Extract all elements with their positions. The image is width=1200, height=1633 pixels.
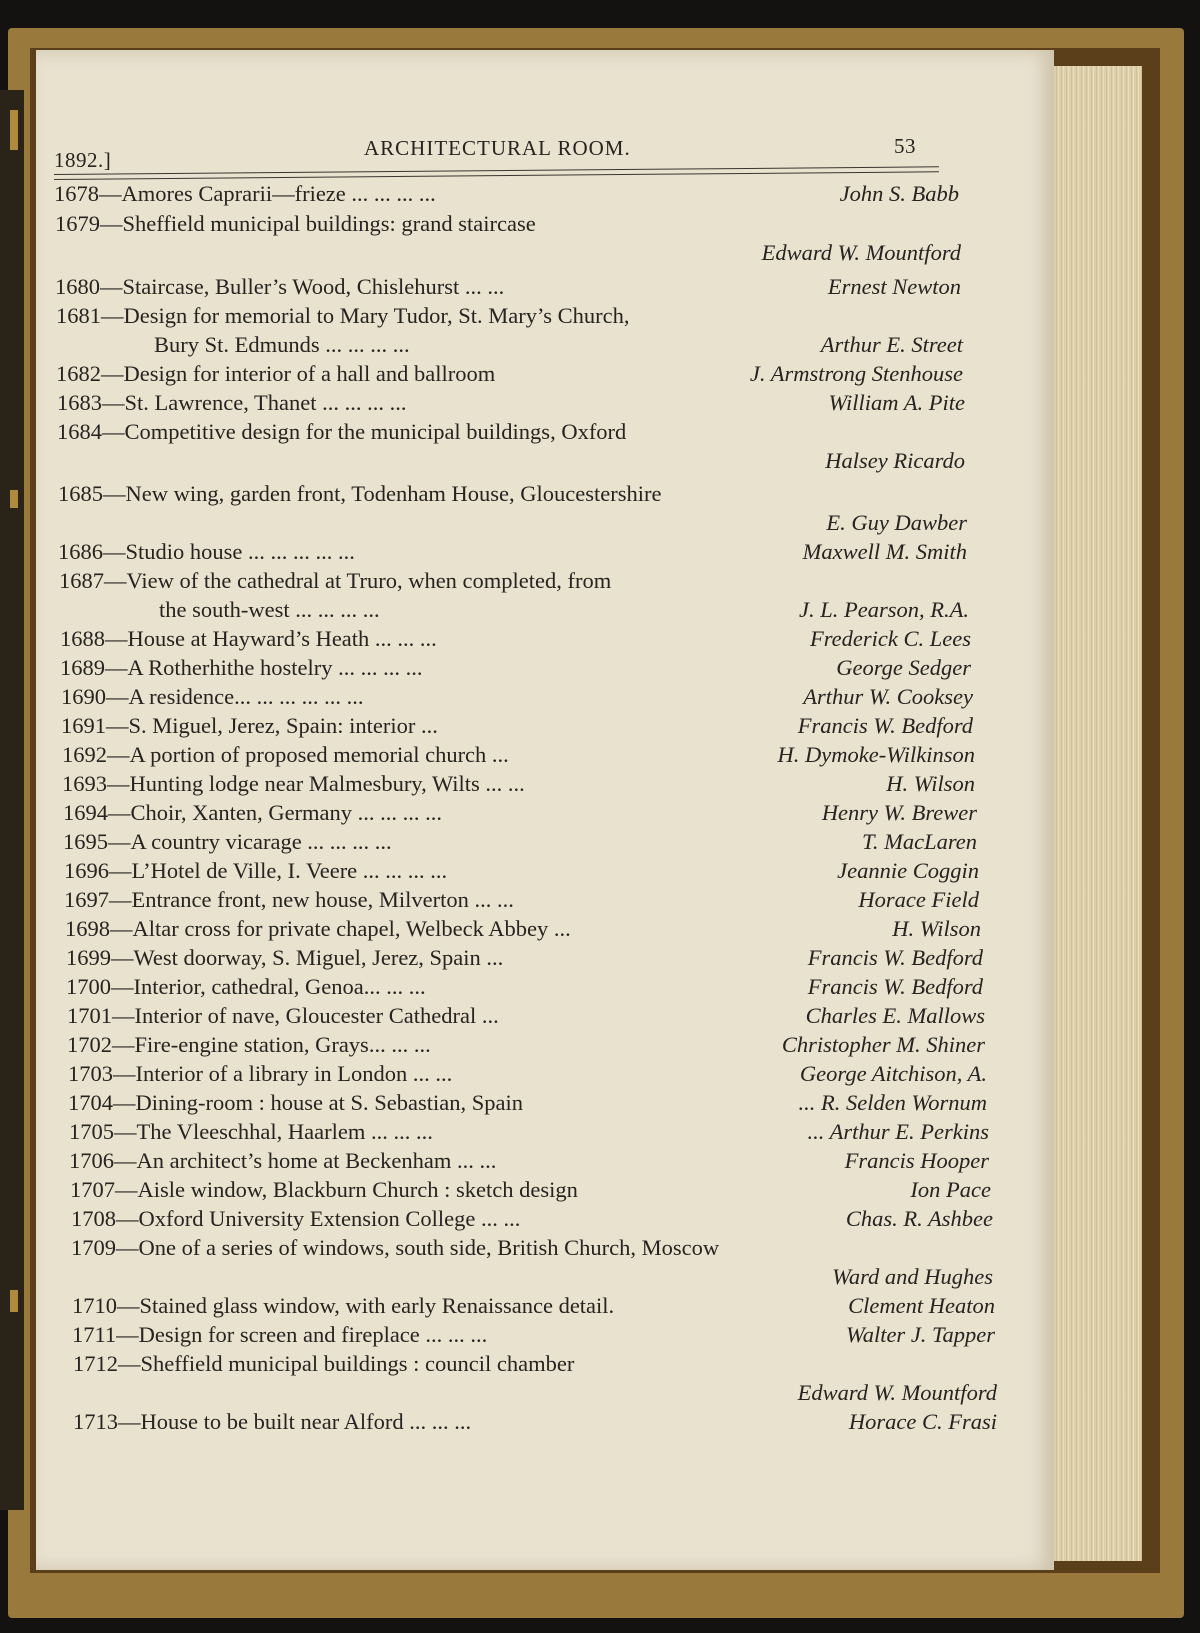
entry-number: 1697 [64, 887, 109, 912]
entry-title: —New wing, garden front, Todenham House, Gloucestershire [103, 481, 662, 506]
entry-title: —Studio house ... ... ... ... ... [103, 539, 355, 564]
entry-title: —A Rotherhithe hostelry ... ... ... ... [105, 655, 423, 680]
entry-line [68, 1060, 452, 1088]
entry-title: —Design for memorial to Mary Tudor, St. Mary’s Church, [101, 303, 630, 328]
entry-number: 1693 [62, 771, 107, 796]
entry-author: Arthur E. Street [820, 332, 963, 357]
entry-line [67, 1002, 499, 1030]
entry-number: 1685 [58, 481, 103, 506]
entry-continuation: Bury St. Edmunds ... ... ... ... [154, 332, 410, 357]
entry-title: —The Vleeschhal, Haarlem ... ... ... [114, 1119, 433, 1144]
entry-author: Henry W. Brewer [821, 800, 977, 825]
entry-line [71, 1234, 719, 1262]
entry-line [66, 944, 503, 972]
entry-author: Horace C. Frasi [848, 1409, 997, 1434]
entry-title: —Sheffield municipal buildings : council chamber [118, 1351, 575, 1376]
entry-author: Maxwell M. Smith [802, 539, 967, 564]
entry-number: 1680 [55, 274, 100, 299]
entry-author: Francis Hooper [844, 1148, 989, 1173]
entry-author: Frederick C. Lees [810, 626, 971, 651]
entry-author: Arthur W. Cooksey [803, 684, 973, 709]
entry-number: 1703 [68, 1061, 113, 1086]
book-page [36, 50, 1054, 1570]
entry-title: —L’Hotel de Ville, I. Veere ... ... ... ... [109, 858, 448, 883]
entry-author: E. Guy Dawber [826, 510, 967, 535]
entry-author: H. Dymoke-Wilkinson [777, 742, 975, 767]
entry-title: —Altar cross for private chapel, Welbeck Abbey ... [110, 916, 571, 941]
entry-line [73, 1350, 574, 1378]
entry-title: —House to be built near Alford ... ... ... [118, 1409, 472, 1434]
entry-number: 1701 [67, 1003, 112, 1028]
entry-title: —Stained glass window, with early Renaissance detail. [117, 1293, 615, 1318]
entry-author: Francis W. Bedford [807, 945, 983, 970]
entry-line [56, 302, 629, 330]
spine-band [10, 490, 18, 508]
entry-author: George Sedger [836, 655, 971, 680]
entry-title: —A country vicarage ... ... ... ... [108, 829, 392, 854]
entry-line [57, 389, 407, 417]
entry-title: —Design for screen and fireplace ... ... ... [116, 1322, 488, 1347]
entry-title: —A portion of proposed memorial church ... [107, 742, 509, 767]
book-spine [0, 90, 24, 1510]
entry-number: 1708 [71, 1206, 116, 1231]
entry-line [67, 1031, 431, 1059]
entry-title: —An architect’s home at Beckenham ... ... [114, 1148, 497, 1173]
entry-author: Christopher M. Shiner [781, 1032, 985, 1057]
entry-line [56, 360, 495, 388]
entry-author: Horace Field [858, 887, 979, 912]
entry-line [58, 480, 662, 508]
entry-number: 1689 [60, 655, 105, 680]
entry-line [66, 973, 426, 1001]
entry-title: —Amores Caprarii—frieze ... ... ... ... [99, 181, 436, 206]
entry-author: Francis W. Bedford [797, 713, 973, 738]
entry-number: 1692 [62, 742, 107, 767]
entry-author: Charles E. Mallows [805, 1003, 985, 1028]
entry-line [62, 770, 525, 798]
entry-title: —House at Hayward’s Heath ... ... ... [105, 626, 437, 651]
entry-number: 1691 [61, 713, 106, 738]
entry-title: —Staircase, Buller’s Wood, Chislehurst ... ... [100, 274, 505, 299]
running-head-title: ARCHITECTURAL ROOM. [364, 136, 631, 160]
entry-number: 1707 [70, 1177, 115, 1202]
entry-number: 1704 [68, 1090, 113, 1115]
entry-line [63, 828, 392, 856]
entry-line [57, 418, 626, 446]
entry-number: 1679 [55, 211, 100, 236]
entry-title: —St. Lawrence, Thanet ... ... ... ... [102, 390, 407, 415]
entry-number: 1710 [72, 1293, 117, 1318]
entry-number: 1684 [57, 419, 102, 444]
entry-line [60, 654, 422, 682]
entry-line [59, 567, 611, 595]
entry-number: 1678 [54, 181, 99, 206]
entry-number: 1698 [65, 916, 110, 941]
entry-number: 1709 [71, 1235, 116, 1260]
entry-author: H. Wilson [892, 916, 981, 941]
entry-line [55, 273, 504, 301]
entry-title: —Interior of nave, Gloucester Cathedral ... [112, 1003, 499, 1028]
entry-number: 1706 [69, 1148, 114, 1173]
entry-title: —Interior of a library in London ... ... [113, 1061, 453, 1086]
entry-title: —A residence... ... ... ... ... ... [106, 684, 364, 709]
entry-author: Chas. R. Ashbee [845, 1206, 993, 1231]
entry-line [61, 683, 363, 711]
entry-title: —One of a series of windows, south side, British Church, Moscow [116, 1235, 720, 1260]
entry-line [64, 886, 514, 914]
entry-author: T. MacLaren [862, 829, 977, 854]
entry-line [55, 210, 536, 238]
entry-line [58, 538, 355, 566]
entry-number: 1687 [59, 568, 104, 593]
entry-title: —Dining-room : house at S. Sebastian, Spain [113, 1090, 523, 1115]
entry-line [69, 1118, 433, 1146]
entry-title: —Sheffield municipal buildings: grand staircase [100, 211, 536, 236]
entry-author: Edward W. Mountford [797, 1380, 997, 1405]
entry-title: —Interior, cathedral, Genoa... ... ... [111, 974, 426, 999]
entry-author: Francis W. Bedford [807, 974, 983, 999]
entry-number: 1694 [63, 800, 108, 825]
entry-number: 1699 [66, 945, 111, 970]
entry-title: —Competitive design for the municipal buildings, Oxford [102, 419, 627, 444]
running-head-year: 1892.] [54, 148, 112, 172]
entry-line [72, 1321, 487, 1349]
entry-number: 1712 [73, 1351, 118, 1376]
entry-title: —Entrance front, new house, Milverton ... ... [109, 887, 514, 912]
entry-line [61, 712, 438, 740]
entry-author: Clement Heaton [848, 1293, 995, 1318]
entry-author: Edward W. Mountford [761, 240, 961, 265]
entry-title: —Design for interior of a hall and ballroom [101, 361, 496, 386]
spine-band [10, 1290, 18, 1312]
entry-author: Ward and Hughes [832, 1264, 993, 1289]
entry-number: 1690 [61, 684, 106, 709]
entry-line [70, 1176, 578, 1204]
entry-author: William A. Pite [828, 390, 965, 415]
entry-author: ... R. Selden Wornum [798, 1090, 987, 1115]
entry-line [63, 799, 442, 827]
entry-continuation: the south-west ... ... ... ... [159, 597, 380, 622]
entry-line [62, 741, 509, 769]
entry-number: 1688 [60, 626, 105, 651]
entry-line [73, 1408, 471, 1436]
entry-number: 1711 [72, 1322, 117, 1347]
entry-number: 1696 [64, 858, 109, 883]
entry-author: ... Arthur E. Perkins [807, 1119, 989, 1144]
entry-line [65, 915, 571, 943]
entry-number: 1683 [57, 390, 102, 415]
entry-line [69, 1147, 496, 1175]
entry-line [64, 857, 447, 885]
spine-band [10, 110, 18, 150]
entry-number: 1681 [56, 303, 101, 328]
entry-number: 1682 [56, 361, 101, 386]
entry-author: Jeannie Coggin [837, 858, 979, 883]
entry-number: 1702 [67, 1032, 112, 1057]
entry-author: Walter J. Tapper [846, 1322, 995, 1347]
entry-author: Halsey Ricardo [825, 448, 965, 473]
entry-author: George Aitchison, A. [799, 1061, 987, 1086]
entry-author: Ion Pace [910, 1177, 991, 1202]
entry-author: J. Armstrong Stenhouse [749, 361, 963, 386]
entry-line [54, 180, 436, 208]
entry-author: H. Wilson [886, 771, 975, 796]
page-number: 53 [894, 134, 916, 158]
entry-number: 1713 [73, 1409, 118, 1434]
entry-number: 1695 [63, 829, 108, 854]
entry-line [72, 1292, 614, 1320]
entry-title: —Hunting lodge near Malmesbury, Wilts ... ... [107, 771, 525, 796]
entry-number: 1705 [69, 1119, 114, 1144]
entry-author: Ernest Newton [827, 274, 961, 299]
entry-line [60, 625, 437, 653]
entry-author: John S. Babb [839, 181, 959, 206]
entry-title: —West doorway, S. Miguel, Jerez, Spain ... [111, 945, 504, 970]
entry-number: 1686 [58, 539, 103, 564]
entry-title: —Choir, Xanten, Germany ... ... ... ... [108, 800, 443, 825]
entry-line [71, 1205, 520, 1233]
entry-line [68, 1089, 523, 1117]
entry-title: —S. Miguel, Jerez, Spain: interior ... [106, 713, 438, 738]
entry-title: —Aisle window, Blackburn Church : sketch design [115, 1177, 578, 1202]
entry-author: J. L. Pearson, R.A. [799, 597, 969, 622]
entry-title: —Fire-engine station, Grays... ... ... [112, 1032, 431, 1057]
entry-title: —Oxford University Extension College ... ... [116, 1206, 521, 1231]
entry-title: —View of the cathedral at Truro, when completed, from [104, 568, 612, 593]
entry-number: 1700 [66, 974, 111, 999]
